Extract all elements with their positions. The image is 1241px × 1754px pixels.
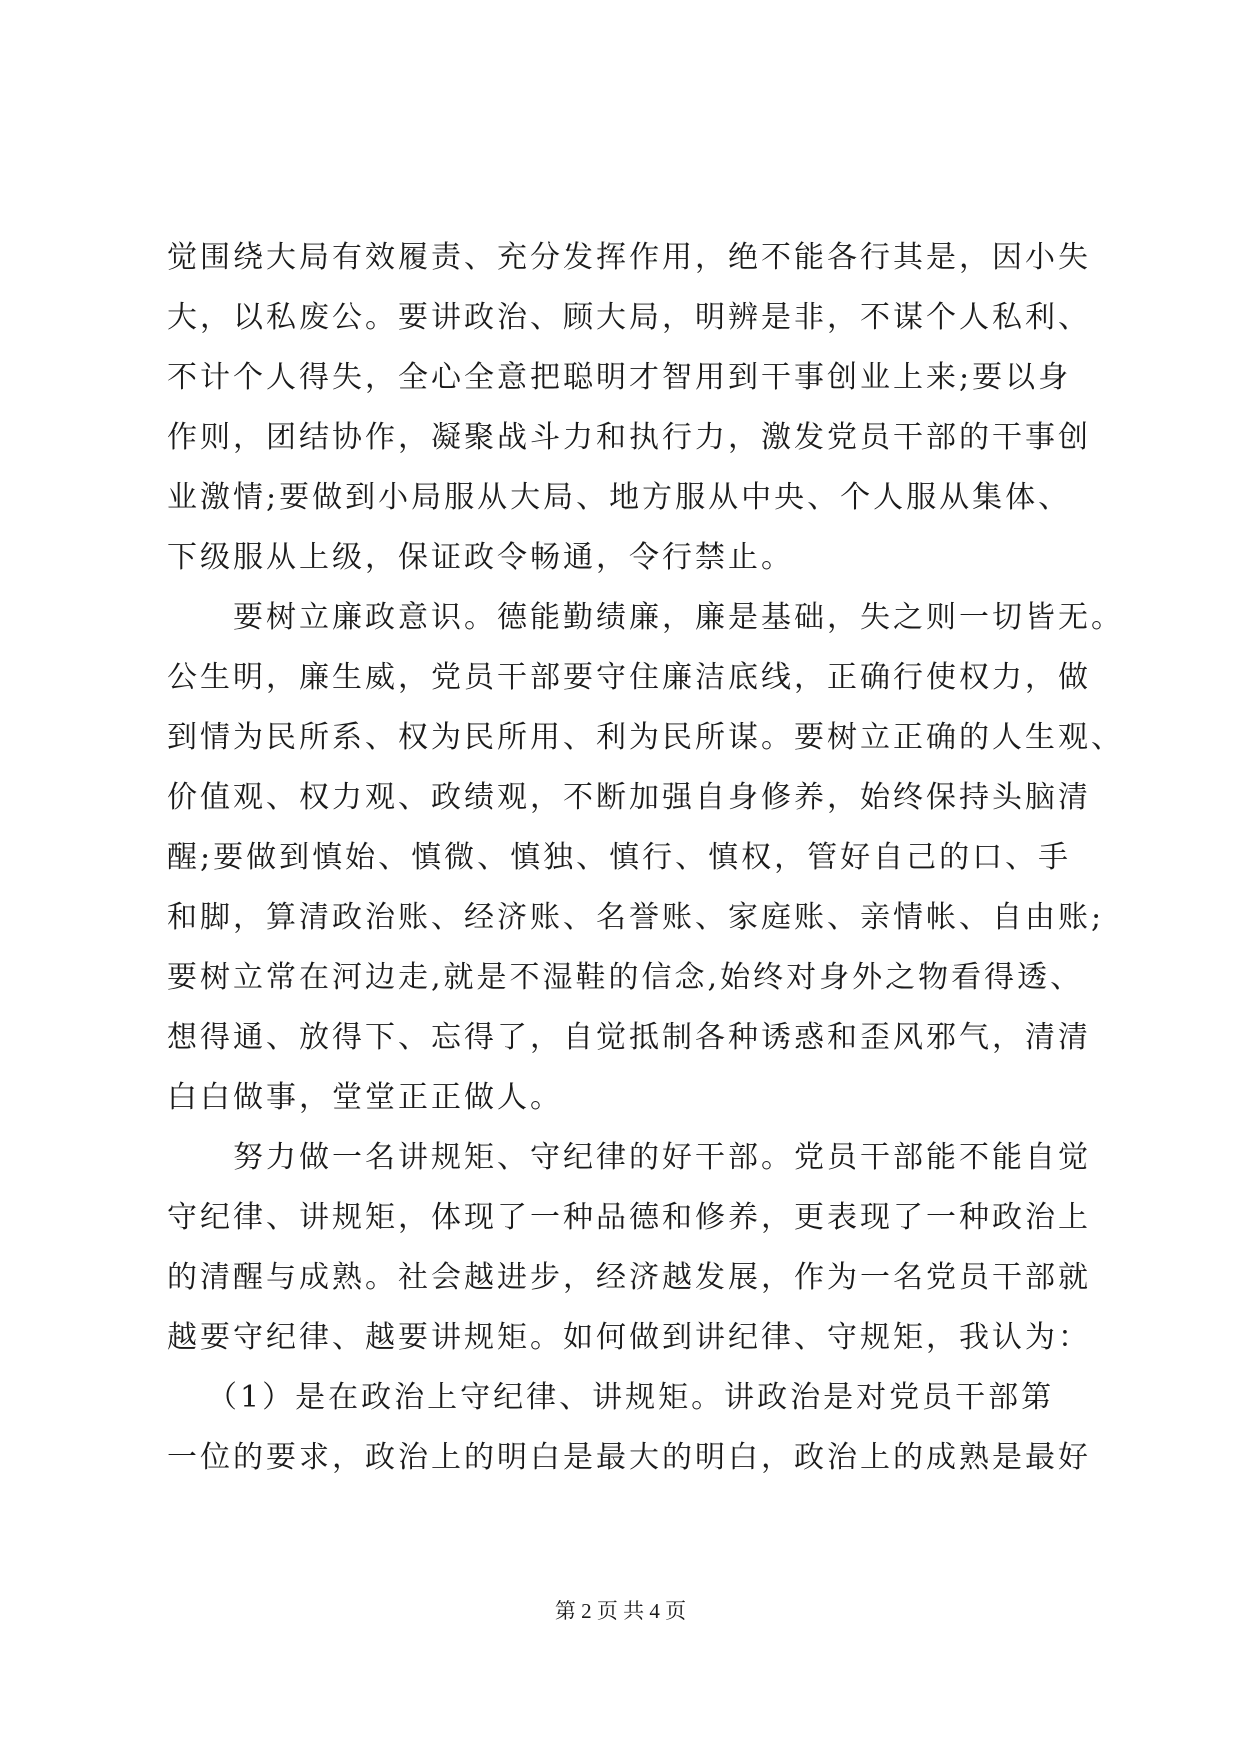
page-number-footer: 第 2 页 共 4 页	[554, 1599, 687, 1623]
text-line: 和脚，算清政治账、经济账、名誉账、家庭账、亲情帐、自由账;	[167, 900, 1105, 935]
text-line: 到情为民所系、权为民所用、利为民所谋。要树立正确的人生观、	[167, 720, 1124, 755]
paragraph-first-line: 努力做一名讲规矩、守纪律的好干部。党员干部能不能自觉	[233, 1140, 1091, 1175]
paragraph-first-line: 要树立廉政意识。德能勤绩廉，廉是基础，失之则一切皆无。	[233, 600, 1124, 635]
text-line: 的清醒与成熟。社会越进步，经济越发展，作为一名党员干部就	[167, 1260, 1091, 1295]
text-line: 下级服从上级，保证政令畅通，令行禁止。	[167, 540, 794, 575]
text-line: 醒;要做到慎始、慎微、慎独、慎行、慎权，管好自己的口、手	[167, 840, 1072, 875]
text-line: 想得通、放得下、忘得了，自觉抵制各种诱惑和歪风邪气，清清	[167, 1020, 1091, 1055]
list-item-first-line: （1）是在政治上守纪律、讲规矩。讲政治是对党员干部第	[207, 1380, 1055, 1415]
text-line: 觉围绕大局有效履责、充分发挥作用，绝不能各行其是，因小失	[167, 240, 1091, 275]
text-line: 作则，团结协作，凝聚战斗力和执行力，激发党员干部的干事创	[167, 420, 1091, 455]
text-line: 越要守纪律、越要讲规矩。如何做到讲纪律、守规矩，我认为：	[167, 1320, 1091, 1355]
text-line: 白白做事，堂堂正正做人。	[167, 1080, 563, 1115]
text-line: 不计个人得失，全心全意把聪明才智用到干事创业上来;要以身	[167, 360, 1072, 395]
text-line: 价值观、权力观、政绩观，不断加强自身修养，始终保持头脑清	[167, 780, 1091, 815]
text-line: 一位的要求，政治上的明白是最大的明白，政治上的成熟是最好	[167, 1440, 1091, 1475]
text-line: 守纪律、讲规矩，体现了一种品德和修养，更表现了一种政治上	[167, 1200, 1091, 1235]
text-line: 公生明，廉生威，党员干部要守住廉洁底线，正确行使权力，做	[167, 660, 1091, 695]
text-line: 要树立常在河边走,就是不湿鞋的信念,始终对身外之物看得透、	[167, 960, 1084, 995]
body-text	[167, 228, 1124, 1488]
text-line: 业激情;要做到小局服从大局、地方服从中央、个人服从集体、	[167, 480, 1072, 515]
text-line: 大，以私废公。要讲政治、顾大局，明辨是非，不谋个人私利、	[167, 300, 1091, 335]
